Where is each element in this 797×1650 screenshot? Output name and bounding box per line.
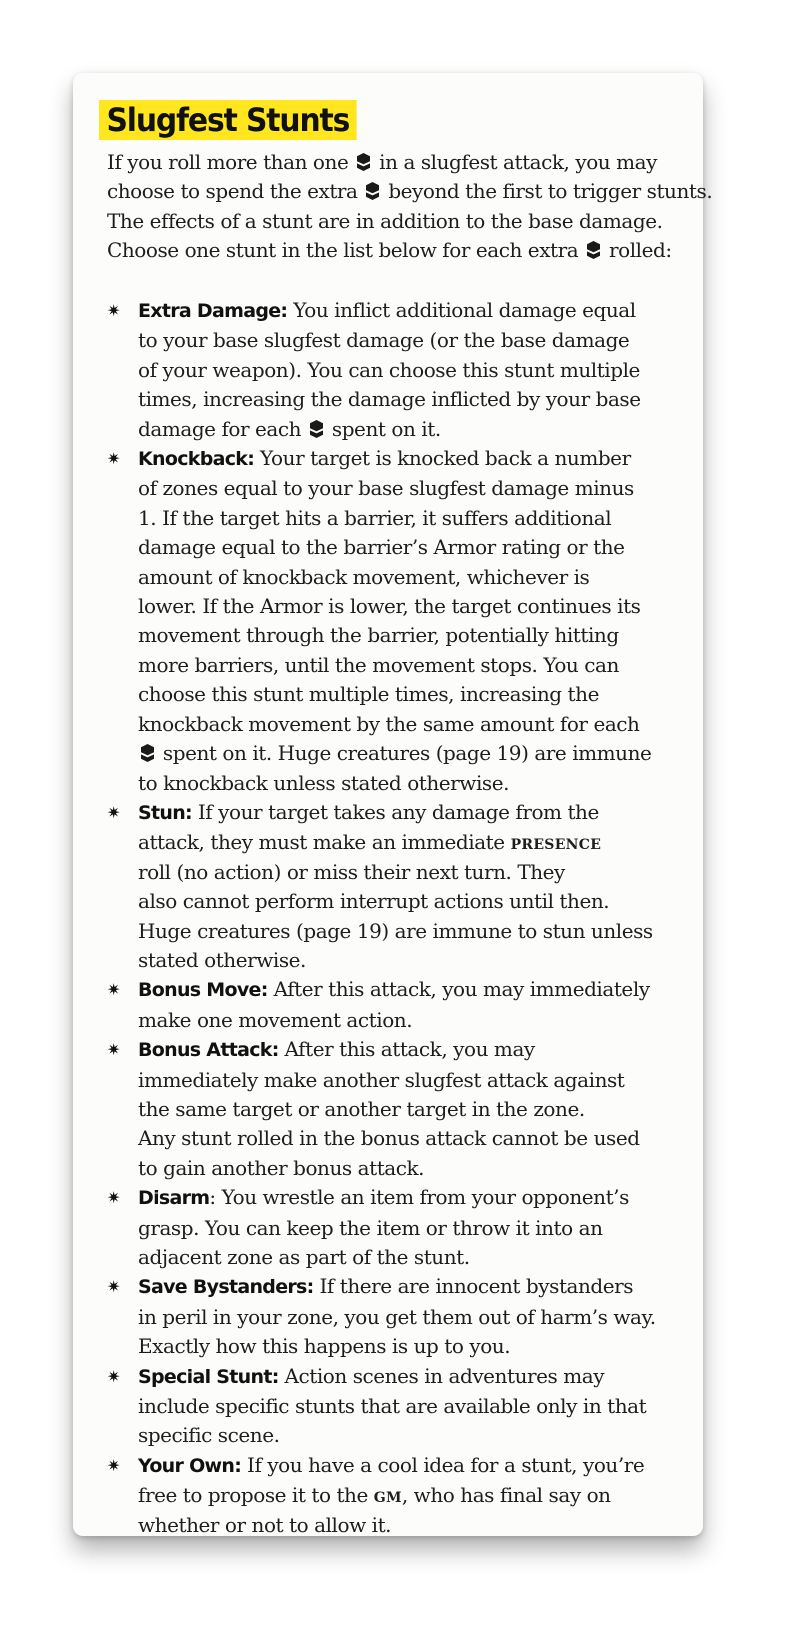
intro-line: Choose one stunt in the list below for each extra rolled: [107,238,672,263]
stunt-line: choose this stunt multiple times, increasing the [138,682,599,707]
stunt-line: in peril in your zone, you get them out of harm’s way. [138,1304,656,1329]
stunt-line: make one movement action. [138,1007,413,1032]
star-bullet-icon: ✷ [107,1277,120,1297]
stunt-line: Stun: If your target takes any damage from the [138,799,599,824]
stunt-name: Extra Damage: [138,300,288,322]
stunt-line: specific scene. [138,1423,280,1448]
intro-line: The effects of a stunt are in addition to the base damage. [107,208,663,233]
stunt-line: Extra Damage: You inflict additional damage equal [138,298,636,322]
star-bullet-icon: ✷ [107,980,120,1000]
stunt-line: spent on it. Huge creatures (page 19) are immune [138,739,687,768]
stunt-line: 1. If the target hits a barrier, it suffers additional [138,505,612,530]
stunt-line: to knockback unless stated otherwise. [138,770,510,795]
star-bullet-icon: ✷ [107,1188,120,1208]
stunt-line: Bonus Attack: After this attack, you may [138,1037,535,1062]
star-bullet-icon: ✷ [107,1455,120,1475]
star-bullet-icon: ✷ [107,301,120,320]
stunt-list [107,296,687,1540]
intro-paragraph [107,148,713,266]
intro-line: choose to spend the extra beyond the first to trigger stunts. [107,179,713,204]
slugfest-die-icon [586,240,601,260]
stunt-item [107,1035,687,1183]
stunt-name: Bonus Attack: [138,1039,279,1062]
stunt-name: Bonus Move: [138,979,268,1002]
section-title: Slugfest Stunts [99,100,357,140]
stunt-item [107,444,687,798]
stunt-name: Save Bystanders: [138,1276,314,1299]
stunt-name: Special Stunt: [138,1365,279,1388]
stunt-line: Bonus Move: After this attack, you may immediately [138,977,650,1002]
intro-line: If you roll more than one in a slugfest attack, you may [107,150,657,174]
stunt-line: stated otherwise. [138,947,306,972]
stunt-line: more barriers, until the movement stops. You can [138,652,619,677]
presence-term: presence [510,830,602,855]
stunt-item [107,296,687,444]
stunt-line: include specific stunts that are available only in that [138,1394,647,1419]
slugfest-die-icon [140,743,155,763]
stunt-line: lower. If the Armor is lower, the target continues its [138,594,641,619]
star-bullet-icon: ✷ [107,1366,120,1386]
stunt-item [107,798,687,975]
stunt-line: Huge creatures (page 19) are immune to stun unless [138,918,653,943]
stunt-item [107,1451,687,1540]
slugfest-die-icon [356,152,371,172]
stunt-item [107,975,687,1035]
star-bullet-icon: ✷ [107,1040,120,1060]
stunt-line: whether or not to allow it. [138,1512,392,1537]
stunt-line: Save Bystanders: If there are innocent bystanders [138,1274,634,1299]
gm-term: gm [373,1483,402,1508]
stunt-line: free to propose it to the gm, who has final say on [138,1483,611,1508]
stunt-line: attack, they must make an immediate presence [138,830,602,855]
stunt-line: movement through the barrier, potentially hitting [138,623,619,648]
stunt-line: Disarm: You wrestle an item from your opponent’s [138,1185,629,1210]
stunt-name: Stun: [138,801,192,824]
stunt-line: amount of knockback movement, whichever is [138,564,590,589]
stunt-line: grasp. You can keep the item or throw it into an [138,1215,603,1240]
stunt-item [107,1362,687,1451]
stunt-item [107,1183,687,1272]
stunt-line: of zones equal to your base slugfest damage minus [138,476,634,501]
stunt-name: Your Own: [138,1454,242,1477]
stunt-line: adjacent zone as part of the stunt. [138,1245,470,1269]
stunt-line: damage for each spent on it. [138,416,441,441]
stunt-line: also cannot perform interrupt actions until then. [138,889,610,914]
star-bullet-icon: ✷ [107,449,120,469]
stunt-line: Special Stunt: Action scenes in adventures may [138,1363,605,1388]
slugfest-die-icon [365,181,380,201]
stunt-line: immediately make another slugfest attack against [138,1067,625,1092]
slugfest-die-icon [309,419,324,439]
stunt-line: roll (no action) or miss their next turn. They [138,859,565,884]
stunt-name: Knockback: [138,448,255,471]
stunts-card [73,73,713,1537]
stunt-line: to your base slugfest damage (or the base damage [138,328,630,353]
stunt-line: Exactly how this happens is up to you. [138,1334,511,1359]
stunt-line: damage equal to the barrier’s Armor rating or the [138,535,625,560]
stunt-item [107,1272,687,1361]
star-bullet-icon: ✷ [107,802,120,822]
stunt-line: to gain another bonus attack. [138,1155,425,1180]
stunt-name: Disarm [138,1187,210,1210]
stunt-line: Knockback: Your target is knocked back a number [138,446,631,471]
stunt-line: the same target or another target in the zone. [138,1096,585,1121]
stunt-line: Any stunt rolled in the bonus attack cannot be used [138,1126,640,1151]
stunt-line: times, increasing the damage inflicted by your base [138,387,641,412]
stunt-line: knockback movement by the same amount for each [138,711,640,736]
stunt-line: of your weapon). You can choose this stunt multiple [138,357,640,382]
stunt-line: Your Own: If you have a cool idea for a stunt, you’re [138,1452,645,1477]
